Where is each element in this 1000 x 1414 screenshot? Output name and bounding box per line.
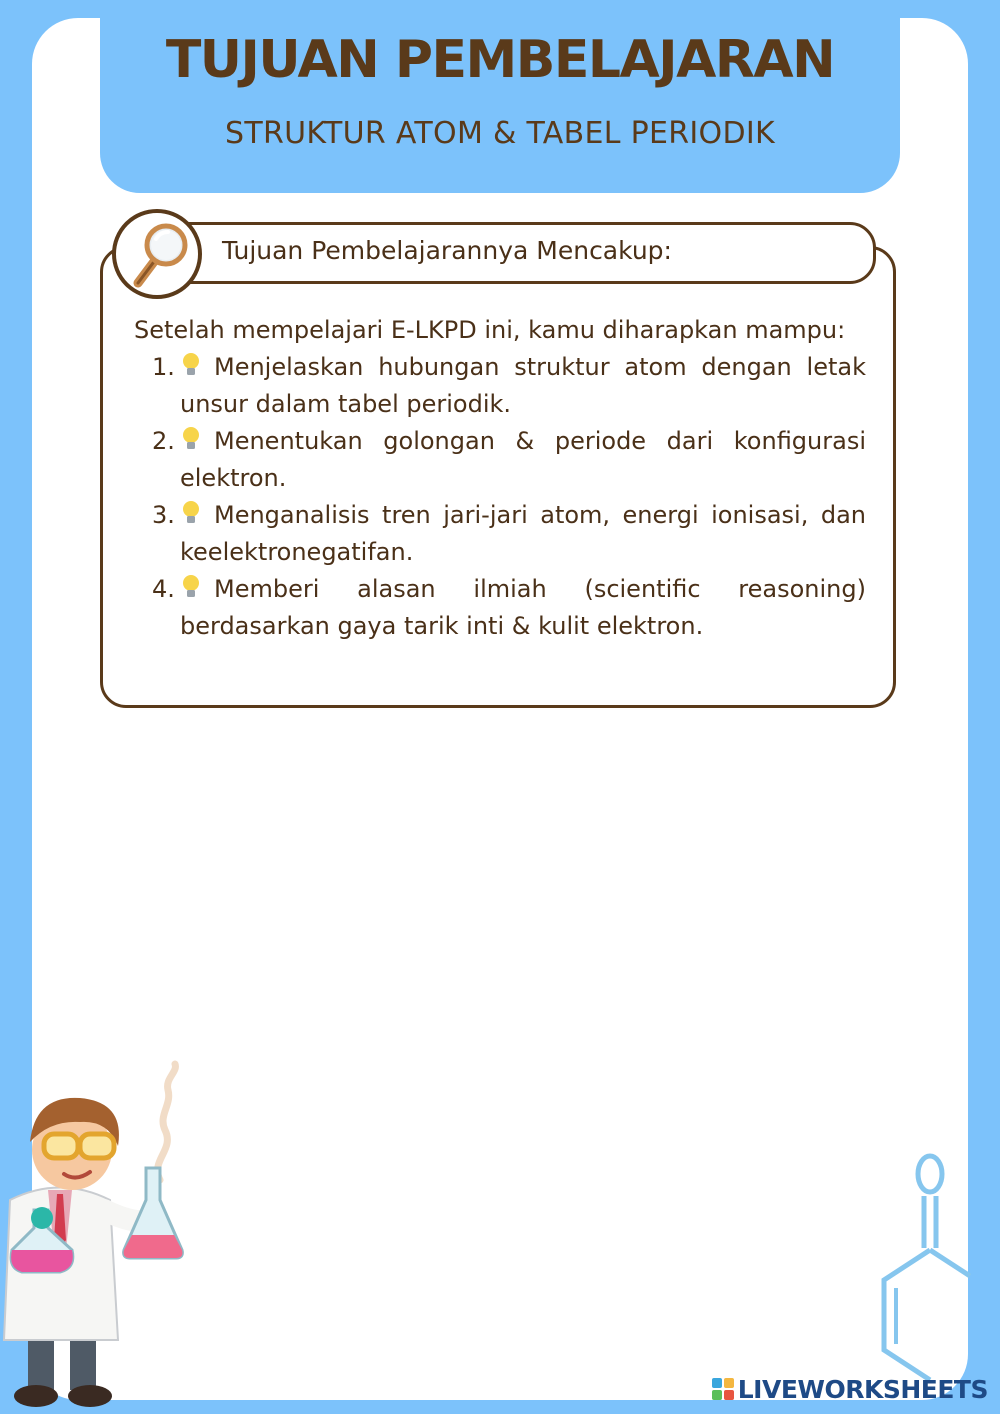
chemical-structure-illustration bbox=[860, 1150, 1000, 1380]
liveworksheets-logo-icon bbox=[712, 1378, 734, 1400]
objective-item-1 bbox=[134, 349, 866, 423]
liveworksheets-watermark bbox=[712, 1374, 988, 1404]
objective-number: 4. bbox=[152, 575, 175, 603]
scientist-illustration bbox=[0, 1050, 200, 1414]
objective-number: 2. bbox=[152, 427, 175, 455]
objective-text: Memberi alasan ilmiah (scientific reasoning) berdasarkan gaya tarik inti & kulit elektron. bbox=[180, 575, 866, 640]
page-subtitle: STRUKTUR ATOM & TABEL PERIODIK bbox=[225, 116, 775, 151]
magnifier-icon bbox=[116, 213, 198, 295]
watermark-text: LIVEWORKSHEETS bbox=[737, 1374, 988, 1404]
lightbulb-icon bbox=[180, 500, 202, 526]
objective-text: Menganalisis tren jari-jari atom, energi ionisasi, dan keelektronegatifan. bbox=[180, 501, 866, 566]
objective-item-3 bbox=[134, 497, 866, 571]
objective-text: Menjelaskan hubungan struktur atom dengan letak unsur dalam tabel periodik. bbox=[180, 353, 866, 418]
header-band bbox=[100, 0, 900, 193]
objective-intro: Setelah mempelajari E-LKPD ini, kamu diharapkan mampu: bbox=[134, 316, 846, 344]
page-title: TUJUAN PEMBELAJARAN bbox=[165, 30, 835, 90]
objective-number: 3. bbox=[152, 501, 175, 529]
objective-item-2 bbox=[134, 423, 866, 497]
objective-item-4 bbox=[134, 571, 866, 645]
objective-list bbox=[134, 349, 866, 645]
objective-tab-label: Tujuan Pembelajarannya Mencakup: bbox=[222, 236, 672, 265]
magnifier-badge bbox=[112, 209, 202, 299]
lightbulb-icon bbox=[180, 352, 202, 378]
objective-body bbox=[134, 312, 866, 645]
lightbulb-icon bbox=[180, 574, 202, 600]
objective-text: Menentukan golongan & periode dari konfigurasi elektron. bbox=[180, 427, 866, 492]
objective-number: 1. bbox=[152, 353, 175, 381]
lightbulb-icon bbox=[180, 426, 202, 452]
